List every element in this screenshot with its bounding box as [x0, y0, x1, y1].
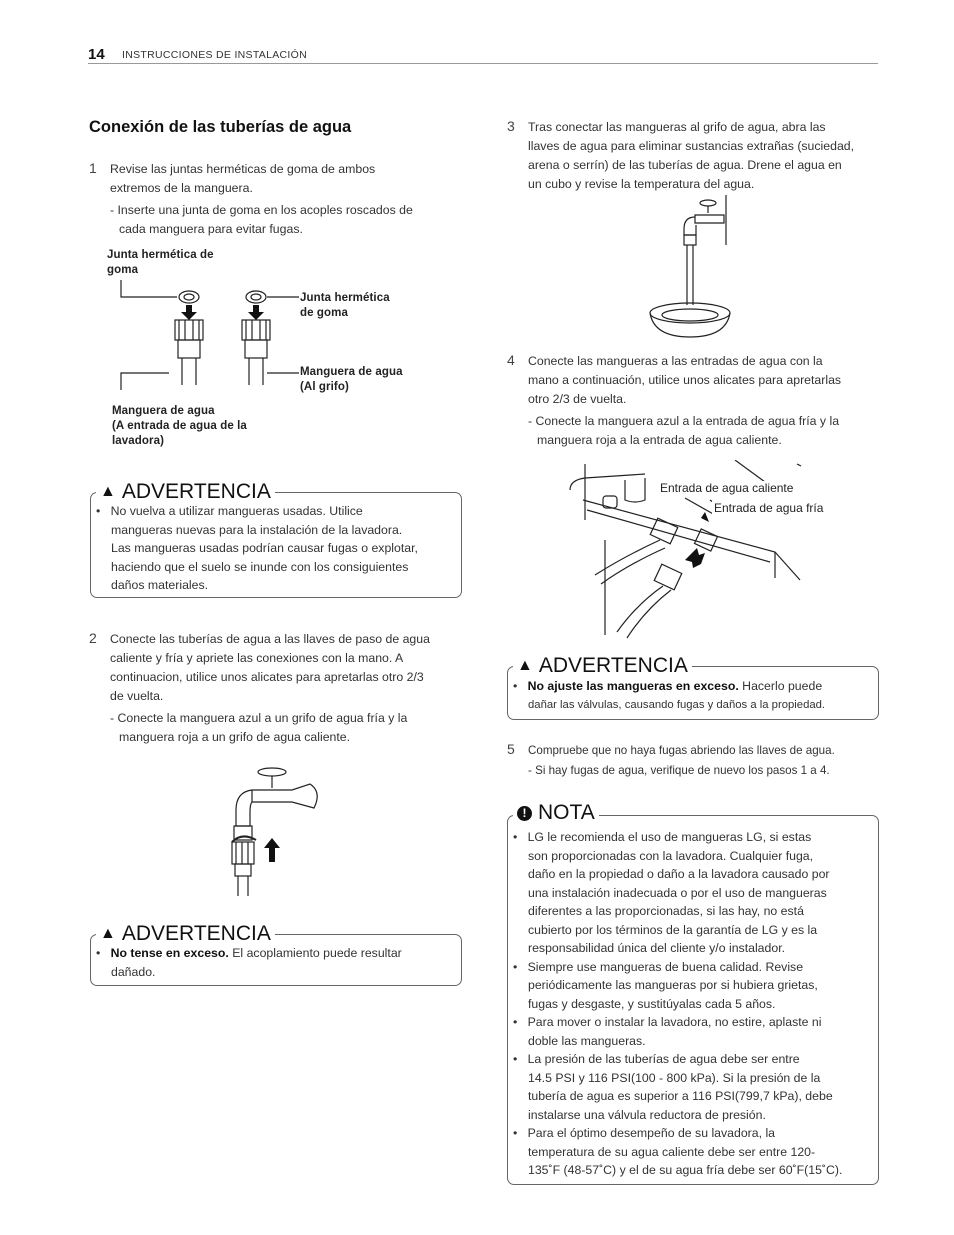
warning-1-text: • No vuelva a utilizar mangueras usadas. Utilice mangueras nuevas para la instalación de la lavadora. Las mangueras usadas podrían causar fugas o explotar, haciendo que el suelo se inunde con los consiguientes daños materiales.: [96, 504, 418, 592]
step-2-number: 2: [89, 630, 97, 646]
note-item: • LG le recomienda el uso de mangueras LG, si estas son proporcionadas con la lavadora. Cualquier fuga, daño en la propiedad o daño a la lavadora causado por una instalación inadecuada o por el uso de mangueras diferentes a las proporcionadas, si las hay, no está cubierto por los términos de la garantía de LG y es la responsabilidad única del cliente y/o instalador.: [513, 830, 830, 955]
page-number: 14: [88, 46, 105, 63]
note-item: • Para el óptimo desempeño de su lavadora, la temperatura de su agua caliente debe ser entre 120- 135˚F (48-57˚C) y el de su agua fría debe ser 60˚F(15˚C).: [513, 1126, 843, 1177]
step-1-sub: - Inserte una junta de goma en los acoples roscados de cada manguera para evitar fugas.: [110, 203, 413, 236]
step-2-sub: - Conecte la manguera azul a un grifo de agua fría y la manguera roja a un grifo de agua caliente.: [110, 711, 408, 744]
note-title: ! NOTA: [513, 801, 599, 825]
page-header-title: INSTRUCCIONES DE INSTALACIÓN: [122, 49, 307, 61]
info-exclamation-icon: !: [517, 806, 532, 821]
warning-2-text: • No tense en exceso. El acoplamiento puede resultar dañado.: [96, 946, 402, 979]
step-2-text: Conecte las tuberías de agua a las llaves de paso de agua caliente y fría y apriete las conexiones con la mano. A continuacion, utilice unos alicates para apretarlas otro 2/3 de vuelta.: [110, 632, 430, 703]
faucet-hose-illustration: [222, 762, 332, 897]
step-5-text: Compruebe que no haya fugas abriendo las llaves de agua.: [528, 744, 835, 757]
label-junta-right: Junta hermética de goma: [300, 292, 390, 319]
header-divider: [88, 63, 878, 64]
step-5-sub: - Si hay fugas de agua, verifique de nuevo los pasos 1 a 4.: [528, 764, 830, 777]
note-item: • Para mover o instalar la lavadora, no estire, aplaste ni doble las mangueras.: [513, 1015, 822, 1048]
warning-title-1: ▲ ADVERTENCIA: [96, 480, 275, 504]
label-hot-inlet: Entrada de agua caliente: [660, 481, 794, 495]
warning-3-text: • No ajuste las mangueras en exceso. Hacerlo puede dañar las válvulas, causando fugas y daños a la propiedad.: [513, 679, 826, 711]
label-manguera-left: Manguera de agua (A entrada de agua de la lavadora): [112, 405, 247, 447]
warning-triangle-icon: ▲: [100, 483, 116, 500]
hose-gasket-diagram: [115, 280, 305, 390]
step-4-text: Conecte las mangueras a las entradas de agua con la mano a continuación, utilice unos alicates para apretarlas otro 2/3 de vuelta.: [528, 354, 842, 406]
warning-title-3: ▲ ADVERTENCIA: [513, 654, 692, 678]
step-4-sub: - Conecte la manguera azul a la entrada de agua fría y la manguera roja a la entrada de agua caliente.: [528, 414, 840, 447]
note-list: [513, 828, 842, 1180]
note-item: • Siempre use mangueras de buena calidad. Revise periódicamente las mangueras por si hubiera grietas, fugas y desgaste, y sustitúyalas cada 5 años.: [513, 959, 818, 1011]
warning-triangle-icon: ▲: [100, 925, 116, 942]
section-title: Conexión de las tuberías de agua: [89, 118, 352, 136]
step-1-number: 1: [89, 160, 97, 176]
warning-triangle-icon: ▲: [517, 657, 533, 674]
faucet-bowl-illustration: [640, 195, 740, 345]
step-3-number: 3: [507, 118, 515, 134]
warning-title-2: ▲ ADVERTENCIA: [96, 922, 275, 946]
label-junta-left: Junta hermética de goma: [107, 249, 214, 276]
step-5-number: 5: [507, 741, 515, 757]
label-cold-inlet: Entrada de agua fría: [714, 501, 824, 515]
step-3-text: Tras conectar las mangueras al grifo de agua, abra las llaves de agua para eliminar sustancias extrañas (suciedad, arena o serrín) de las tuberías de agua. Drene el agua en un cubo y revise la temperatura del agua.: [528, 120, 855, 191]
step-1-text: Revise las juntas herméticas de goma de ambos extremos de la manguera.: [110, 162, 376, 195]
step-4-number: 4: [507, 352, 515, 368]
note-item: • La presión de las tuberías de agua debe ser entre 14.5 PSI y 116 PSI(100 - 800 kPa). Si la presión de la tubería de agua es superior a 116 PSI(799,7 kPa), debe instalarse una válvula reductora de presión.: [513, 1052, 833, 1122]
label-manguera-right: Manguera de agua (Al grifo): [300, 366, 403, 393]
